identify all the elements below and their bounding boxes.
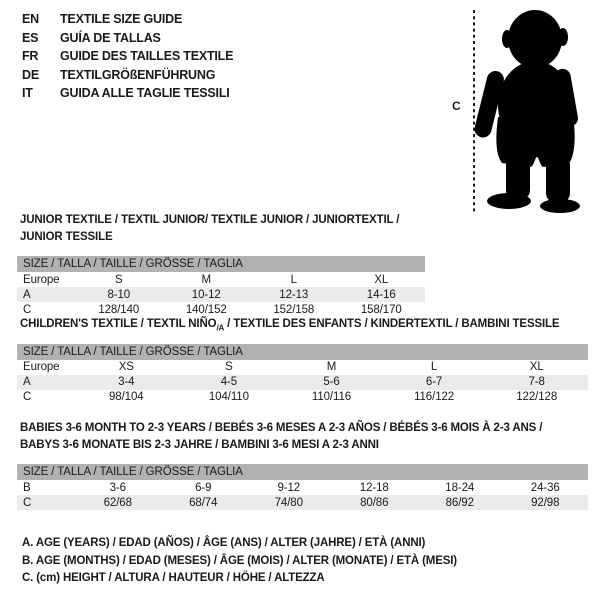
figure-measure-label: C — [452, 99, 461, 113]
size-cell: 152/158 — [273, 303, 315, 316]
size-cell: 74/80 — [274, 496, 303, 509]
language-label: TEXTILE SIZE GUIDE — [60, 12, 183, 26]
size-cell: 4-5 — [220, 376, 238, 388]
language-code: DE — [22, 67, 39, 82]
row-label: Europe — [23, 361, 60, 373]
table-title — [20, 316, 588, 333]
table-row — [17, 272, 425, 287]
table-row — [17, 287, 425, 302]
footnote-line: B. AGE (MONTHS) / EDAD (MESES) / ÂGE (MOIS) / ALTER (MONATE) / ETÀ (MESI) — [22, 554, 457, 567]
junior-size-table-section — [17, 212, 425, 317]
row-label: A — [23, 288, 31, 301]
language-label: GUIDE DES TAILLES TEXTILE — [60, 49, 234, 63]
table-title-line — [20, 212, 425, 245]
table-title — [20, 420, 588, 453]
language-row — [22, 10, 233, 29]
size-cell: 24-36 — [530, 481, 560, 494]
size-table — [17, 344, 588, 405]
children-size-table-section — [17, 316, 588, 405]
size-table — [17, 464, 588, 510]
table-title-segment: JUNIOR TEXTILE / TEXTIL JUNIOR/ TEXTILE JUNIOR / JUNIORTEXTIL / JUNIOR TESSILE — [20, 214, 400, 243]
size-cell: M — [201, 273, 211, 286]
table-row — [17, 375, 588, 390]
size-cell: XL — [529, 361, 544, 373]
table-title-line — [20, 420, 588, 437]
size-cell: 158/170 — [360, 303, 402, 316]
language-code: FR — [22, 49, 39, 63]
table-row — [17, 390, 588, 405]
size-cell: 18-24 — [445, 481, 475, 494]
footnote-list — [22, 535, 457, 588]
language-label: GUIDA ALLE TAGLIE TESSILI — [60, 86, 230, 100]
footnote-line: C. (cm) HEIGHT / ALTURA / HAUTEUR / HÖHE / ALTEZZA — [22, 572, 325, 584]
table-title-segment: /A — [216, 323, 225, 333]
size-cell: 122/128 — [516, 391, 558, 403]
size-cell: L — [430, 361, 438, 373]
size-cell: 12-18 — [359, 481, 389, 494]
size-header-bar: SIZE / TALLA / TAILLE / GRÖSSE / TAGLIA — [17, 464, 588, 480]
size-cell: 12-13 — [279, 288, 309, 301]
row-label: Europe — [23, 273, 60, 286]
row-label: C — [23, 496, 32, 509]
size-cell: 7-8 — [528, 376, 545, 388]
babies-size-table-section — [17, 420, 588, 510]
table-title-line — [20, 316, 588, 333]
language-label: TEXTILGRÖßENFÜHRUNG — [60, 67, 216, 82]
size-cell: XS — [118, 361, 134, 373]
size-cell: 140/152 — [185, 303, 227, 316]
size-cell: 9-12 — [277, 481, 301, 494]
size-cell: 128/140 — [98, 303, 140, 316]
size-cell: 5-6 — [323, 376, 340, 388]
size-cell: S — [225, 361, 233, 373]
table-title-line — [20, 437, 588, 454]
size-cell: 86/92 — [445, 496, 474, 509]
language-label: GUÍA DE TALLAS — [60, 30, 161, 45]
size-header-bar: SIZE / TALLA / TAILLE / GRÖSSE / TAGLIA — [17, 256, 425, 272]
language-code: IT — [22, 86, 33, 100]
row-label: A — [23, 376, 31, 388]
size-cell: S — [114, 273, 123, 286]
language-code: ES — [22, 30, 39, 45]
baby-silhouette-shape — [473, 10, 580, 213]
size-cell: 14-16 — [366, 288, 396, 301]
size-cell: 6-7 — [425, 376, 443, 388]
footnote-line: A. AGE (YEARS) / EDAD (AÑOS) / ÂGE (ANS) / ALTER (JAHRE) / ETÀ (ANNI) — [22, 537, 426, 549]
size-cell: M — [326, 361, 337, 373]
language-list — [22, 10, 233, 103]
language-row — [22, 84, 233, 103]
language-row — [22, 66, 233, 85]
size-table — [17, 256, 425, 317]
baby-silhouette-icon — [450, 5, 590, 215]
size-cell: 104/110 — [208, 391, 249, 403]
size-cell: L — [290, 273, 297, 286]
table-row — [17, 302, 425, 317]
table-title-segment: BABIES 3-6 MONTH TO 2-3 YEARS / BEBÉS 3-6 MESES A 2-3 AÑOS / BÉBÉS 3-6 MOIS À 2-3 ANS / — [20, 422, 543, 434]
table-title-segment: BABYS 3-6 MONATE BIS 2-3 JAHRE / BAMBINI 3-6 MESI A 2-3 ANNI — [20, 438, 379, 451]
size-cell: 10-12 — [191, 288, 221, 301]
language-code: EN — [22, 12, 39, 26]
size-cell: 3-6 — [109, 481, 126, 494]
row-label: B — [23, 481, 31, 494]
row-label: C — [23, 391, 32, 403]
table-row — [17, 480, 588, 495]
size-cell: 92/98 — [531, 496, 560, 509]
size-cell: 3-4 — [118, 376, 135, 388]
table-row — [17, 360, 588, 375]
size-cell: XL — [374, 273, 389, 286]
row-label: C — [23, 303, 32, 316]
language-row — [22, 47, 233, 66]
size-cell: 6-9 — [195, 481, 212, 494]
size-cell: 80/86 — [360, 496, 389, 509]
table-title — [20, 212, 425, 245]
language-row — [22, 29, 233, 48]
table-title-segment: CHILDREN'S TEXTILE / TEXTIL NIÑO — [20, 318, 217, 330]
size-cell: 110/116 — [311, 391, 352, 403]
size-cell: 8-10 — [107, 288, 131, 301]
size-cell: 116/122 — [414, 391, 455, 403]
size-header-bar: SIZE / TALLA / TAILLE / GRÖSSE / TAGLIA — [17, 344, 588, 360]
size-cell: 62/68 — [103, 496, 132, 509]
table-title-segment: / TEXTILE DES ENFANTS / KINDERTEXTIL / BAMBINI TESSILE — [224, 318, 560, 330]
table-row — [17, 495, 588, 510]
size-cell: 98/104 — [109, 391, 144, 403]
size-cell: 68/74 — [189, 496, 218, 509]
